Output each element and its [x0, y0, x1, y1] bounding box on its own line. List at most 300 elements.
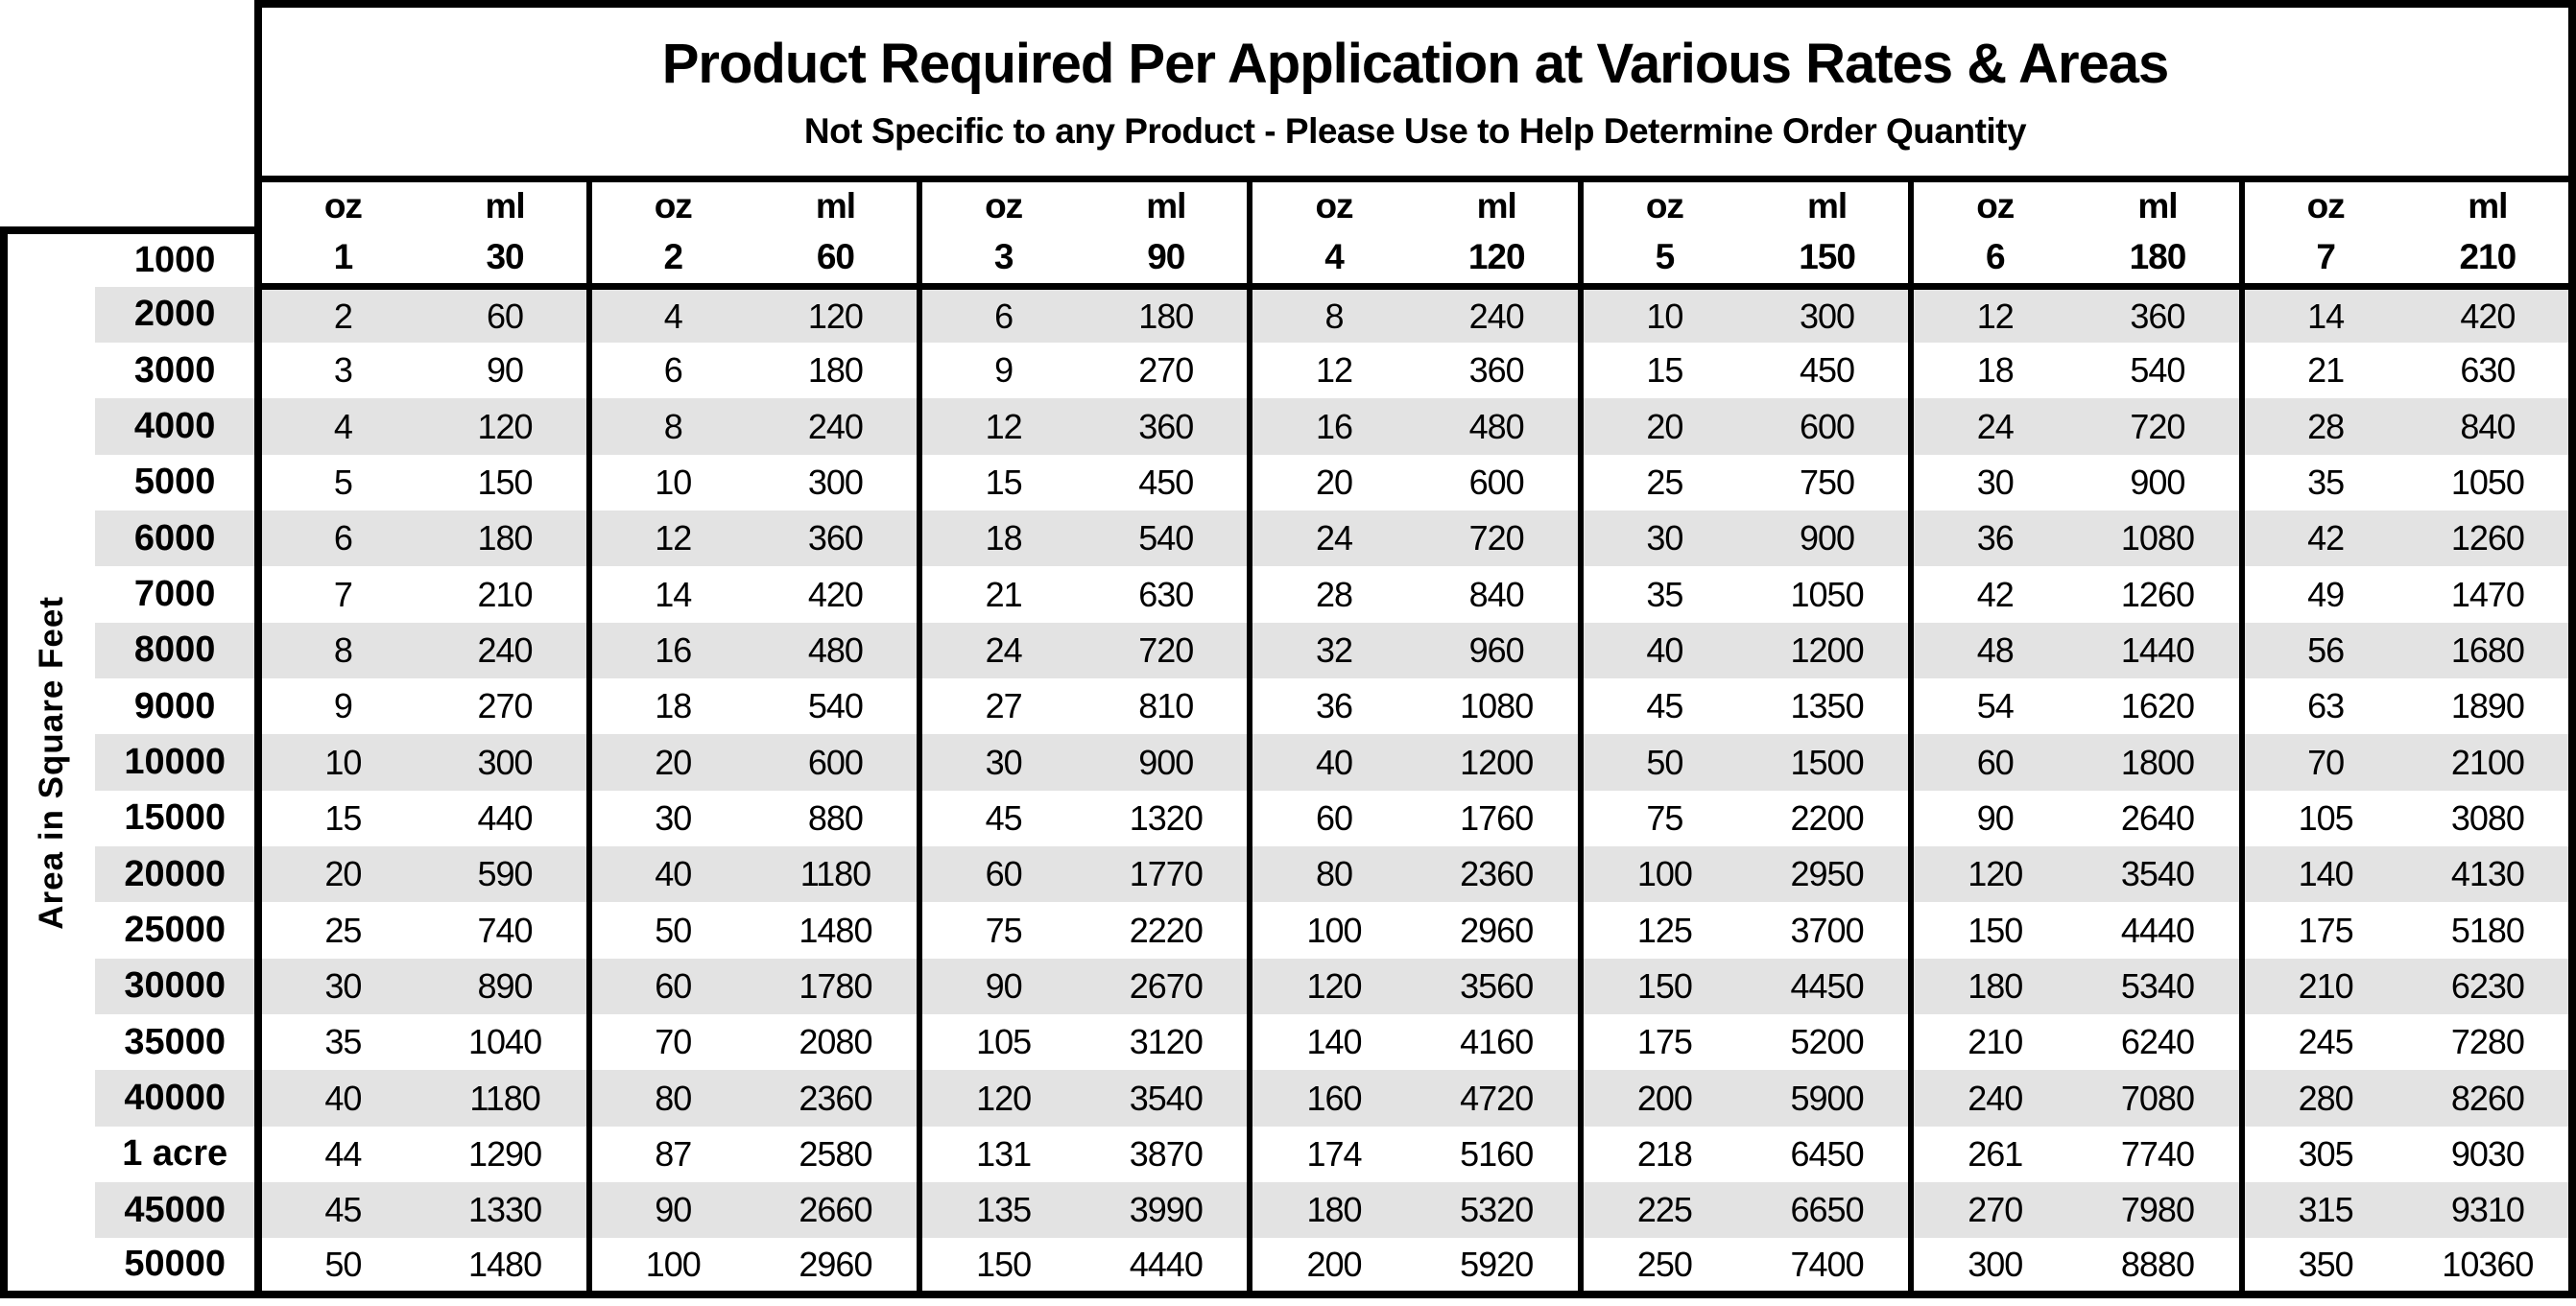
ml-value-cell: 600 — [1468, 462, 1524, 502]
oz-value-cell: 8 — [589, 398, 754, 454]
oz-value-cell: 12 — [1911, 287, 2076, 343]
ml-value-cell: 5200 — [1790, 1022, 1864, 1062]
table-row — [4, 455, 2572, 511]
oz-value-cell: 10 — [589, 455, 754, 511]
oz-value-cell: 261 — [1911, 1127, 2076, 1182]
area-label-cell: 1 acre — [122, 1133, 228, 1175]
oz-value-cell: 150 — [1911, 902, 2076, 958]
ml-value-cell: 2360 — [1416, 846, 1581, 902]
ml-value-cell: 590 — [423, 846, 588, 902]
ml-value-cell: 6240 — [2120, 1022, 2194, 1062]
ml-value-cell: 540 — [1085, 511, 1250, 566]
oz-value-cell: 21 — [919, 566, 1085, 622]
ml-value-cell: 6450 — [1790, 1133, 1864, 1174]
oz-value-cell: 174 — [1250, 1127, 1415, 1182]
ml-value-cell: 3870 — [1129, 1133, 1203, 1174]
ml-value-cell: 8880 — [2076, 1238, 2241, 1294]
unit-header-oz: oz — [919, 182, 1085, 230]
ml-value-cell: 3540 — [2076, 846, 2241, 902]
table-row — [4, 1014, 2572, 1070]
oz-value-cell: 60 — [1911, 734, 2076, 790]
ml-value-cell: 840 — [2407, 398, 2572, 454]
ml-value-cell: 1500 — [1746, 734, 1911, 790]
ml-value-cell: 600 — [754, 734, 919, 790]
ml-value-cell: 720 — [1085, 623, 1250, 678]
unit-header-oz: oz — [2242, 182, 2407, 230]
area-label-cell: 30000 — [95, 959, 258, 1014]
table-row — [4, 398, 2572, 454]
oz-value-cell: 24 — [1250, 511, 1415, 566]
ml-value-cell: 2960 — [754, 1238, 919, 1294]
unit-header-oz: oz — [1911, 182, 2076, 230]
unit-header-oz: oz — [258, 182, 423, 230]
oz-value-cell: 120 — [1911, 846, 2076, 902]
oz-value-cell: 27 — [919, 678, 1085, 734]
oz-value-cell: 210 — [2242, 959, 2407, 1014]
oz-value-cell: 44 — [258, 1127, 423, 1182]
unit-header-ml: ml — [2407, 182, 2572, 230]
oz-value-cell: 20 — [1581, 398, 1746, 454]
ml-value-cell: 840 — [1468, 574, 1524, 614]
oz-value-cell: 24 — [1911, 398, 2076, 454]
ml-value-cell: 2080 — [799, 1022, 872, 1062]
table-row — [4, 287, 2572, 343]
ml-value-cell: 4450 — [1746, 959, 1911, 1014]
ml-value-cell: 1480 — [799, 910, 872, 950]
oz-value-cell: 20 — [589, 734, 754, 790]
oz-value-cell: 60 — [919, 846, 1085, 902]
ml-value-cell: 810 — [1138, 686, 1194, 726]
page-subtitle: Not Specific to any Product - Please Use to Help Determine Order Quantity — [803, 111, 2027, 151]
oz-value-cell: 45 — [1581, 678, 1746, 734]
ml-value-cell: 1200 — [1746, 623, 1911, 678]
table-row — [4, 1182, 2572, 1238]
page-title: Product Required Per Application at Various Rates & Areas — [661, 33, 2169, 95]
ml-value-cell: 1200 — [1416, 734, 1581, 790]
oz-value-cell: 45 — [258, 1182, 423, 1238]
oz-value-cell: 15 — [919, 455, 1085, 511]
oz-value-cell: 350 — [2242, 1238, 2407, 1294]
oz-value-cell: 135 — [919, 1182, 1085, 1238]
oz-value-cell: 36 — [1250, 678, 1415, 734]
area-label-cell: 6000 — [95, 511, 258, 566]
oz-value-cell: 40 — [258, 1070, 423, 1126]
area-label-cell: 9000 — [133, 685, 216, 726]
oz-value-cell: 150 — [1581, 959, 1746, 1014]
area-label-cell: 45000 — [95, 1182, 258, 1238]
oz-value-cell: 4 — [258, 398, 423, 454]
oz-value-cell: 2 — [258, 287, 423, 343]
area-label-cell: 1000 — [95, 230, 258, 286]
oz-value-cell: 24 — [919, 623, 1085, 678]
oz-value-cell: 9 — [258, 678, 423, 734]
ml-value-cell: 210 — [477, 574, 533, 614]
oz-value-cell: 300 — [1911, 1238, 2076, 1294]
ml-value-cell: 630 — [2407, 343, 2572, 398]
oz-value-cell: 30 — [258, 959, 423, 1014]
ml-value-cell: 270 — [477, 686, 533, 726]
ml-value-cell: 3540 — [1085, 1070, 1250, 1126]
ml-value-cell: 1440 — [2076, 623, 2241, 678]
ml-value-cell: 600 — [1746, 398, 1911, 454]
ml-value-cell: 540 — [2130, 350, 2185, 391]
ml-value-cell: 9310 — [2407, 1182, 2572, 1238]
ml-value-cell: 180 — [1085, 287, 1250, 343]
ml-value-cell: 420 — [2407, 287, 2572, 343]
ml-value-cell: 1290 — [468, 1133, 542, 1174]
ml-value-cell: 450 — [1800, 350, 1855, 391]
unit-header-oz: oz — [589, 182, 754, 230]
ml-value-cell: 1470 — [2407, 566, 2572, 622]
oz-value-cell: 4 — [589, 287, 754, 343]
oz-value-cell: 10 — [258, 734, 423, 790]
area-label-cell: 10000 — [95, 734, 258, 790]
oz-value-cell: 45 — [919, 791, 1085, 846]
unit-header-oz: oz — [1581, 182, 1746, 230]
oz-value-cell: 40 — [1250, 734, 1415, 790]
ml-value-cell: 240 — [423, 623, 588, 678]
area-axis-label: Area in Square Feet — [32, 595, 70, 930]
ml-value-cell: 1180 — [423, 1070, 588, 1126]
oz-value-cell: 54 — [1911, 678, 2076, 734]
oz-value-cell: 9 — [919, 343, 1085, 398]
oz-value-cell: 15 — [1581, 343, 1746, 398]
ml-value-cell: 1260 — [2407, 511, 2572, 566]
oz-value-cell: 105 — [919, 1014, 1085, 1070]
oz-value-cell: 75 — [919, 902, 1085, 958]
ml-value-cell: 2220 — [1129, 910, 1203, 950]
ml-value-cell: 2660 — [754, 1182, 919, 1238]
rate-ml-cell: 60 — [754, 230, 919, 286]
ml-value-cell: 1760 — [1460, 797, 1534, 838]
ml-value-cell: 7080 — [2076, 1070, 2241, 1126]
unit-header-ml: ml — [1476, 186, 1516, 226]
ml-value-cell: 6650 — [1746, 1182, 1911, 1238]
ml-value-cell: 630 — [1138, 574, 1194, 614]
oz-value-cell: 28 — [2242, 398, 2407, 454]
ml-value-cell: 3990 — [1085, 1182, 1250, 1238]
table-row — [4, 566, 2572, 622]
ml-value-cell: 4130 — [2407, 846, 2572, 902]
ml-value-cell: 6230 — [2407, 959, 2572, 1014]
oz-value-cell: 70 — [589, 1014, 754, 1070]
ml-value-cell: 90 — [487, 350, 524, 391]
ml-value-cell: 8260 — [2407, 1070, 2572, 1126]
ml-value-cell: 1480 — [423, 1238, 588, 1294]
ml-value-cell: 2360 — [754, 1070, 919, 1126]
oz-value-cell: 40 — [589, 846, 754, 902]
table-row — [4, 1238, 2572, 1294]
ml-value-cell: 150 — [477, 462, 533, 502]
ml-value-cell: 450 — [1138, 462, 1194, 502]
oz-value-cell: 10 — [1581, 287, 1746, 343]
ml-value-cell: 3080 — [2407, 791, 2572, 846]
ml-value-cell: 7280 — [2407, 1014, 2572, 1070]
oz-value-cell: 63 — [2242, 678, 2407, 734]
ml-value-cell: 2670 — [1085, 959, 1250, 1014]
oz-value-cell: 42 — [1911, 566, 2076, 622]
oz-value-cell: 35 — [2242, 455, 2407, 511]
ml-value-cell: 360 — [754, 511, 919, 566]
ml-value-cell: 440 — [477, 797, 533, 838]
oz-value-cell: 25 — [1581, 455, 1746, 511]
ml-value-cell: 5340 — [2076, 959, 2241, 1014]
oz-value-cell: 18 — [589, 678, 754, 734]
oz-value-cell: 35 — [1581, 566, 1746, 622]
ml-value-cell: 360 — [1468, 350, 1524, 391]
ml-value-cell: 360 — [2076, 287, 2241, 343]
ml-value-cell: 7400 — [1746, 1238, 1911, 1294]
ml-value-cell: 4720 — [1416, 1070, 1581, 1126]
oz-value-cell: 160 — [1250, 1070, 1415, 1126]
table-row — [4, 343, 2572, 398]
rate-ml-cell: 90 — [1085, 230, 1250, 286]
rate-oz-cell: 6 — [1911, 230, 2076, 286]
oz-value-cell: 60 — [589, 959, 754, 1014]
area-label-cell: 4000 — [95, 398, 258, 454]
area-label-cell: 15000 — [124, 797, 227, 839]
ml-value-cell: 5180 — [2407, 902, 2572, 958]
oz-value-cell: 15 — [258, 791, 423, 846]
oz-value-cell: 90 — [919, 959, 1085, 1014]
ml-value-cell: 7740 — [2120, 1133, 2194, 1174]
oz-value-cell: 225 — [1581, 1182, 1746, 1238]
oz-value-cell: 87 — [589, 1127, 754, 1182]
ml-value-cell: 60 — [423, 287, 588, 343]
title-box — [254, 0, 2576, 182]
ml-value-cell: 300 — [807, 462, 863, 502]
ml-value-cell: 1350 — [1790, 686, 1864, 726]
oz-value-cell: 80 — [589, 1070, 754, 1126]
oz-value-cell: 35 — [258, 1014, 423, 1070]
oz-value-cell: 12 — [589, 511, 754, 566]
ml-value-cell: 2640 — [2120, 797, 2194, 838]
ml-value-cell: 2100 — [2407, 734, 2572, 790]
ml-value-cell: 1050 — [1790, 574, 1864, 614]
ml-value-cell: 1680 — [2407, 623, 2572, 678]
rate-oz-cell: 4 — [1250, 230, 1415, 286]
ml-value-cell: 1780 — [754, 959, 919, 1014]
ml-value-cell: 1770 — [1085, 846, 1250, 902]
oz-value-cell: 25 — [258, 902, 423, 958]
oz-value-cell: 14 — [589, 566, 754, 622]
ml-value-cell: 1080 — [1460, 686, 1534, 726]
rate-oz-cell: 1 — [258, 230, 423, 286]
oz-value-cell: 14 — [2242, 287, 2407, 343]
table-row — [4, 1127, 2572, 1182]
rate-oz-cell: 3 — [919, 230, 1085, 286]
area-label-cell: 40000 — [95, 1070, 258, 1126]
oz-value-cell: 120 — [1250, 959, 1415, 1014]
ml-value-cell: 480 — [1416, 398, 1581, 454]
oz-value-cell: 3 — [258, 343, 423, 398]
rate-oz-cell: 2 — [589, 230, 754, 286]
unit-header-ml: ml — [2137, 186, 2178, 226]
ml-value-cell: 890 — [423, 959, 588, 1014]
ml-value-cell: 4440 — [2120, 910, 2194, 950]
oz-value-cell: 90 — [589, 1182, 754, 1238]
oz-value-cell: 315 — [2242, 1182, 2407, 1238]
table-row — [4, 902, 2572, 958]
ml-value-cell: 1180 — [754, 846, 919, 902]
ml-value-cell: 960 — [1416, 623, 1581, 678]
ml-value-cell: 300 — [423, 734, 588, 790]
oz-value-cell: 16 — [589, 623, 754, 678]
oz-value-cell: 180 — [1911, 959, 2076, 1014]
oz-value-cell: 131 — [919, 1127, 1085, 1182]
ml-value-cell: 240 — [754, 398, 919, 454]
ml-value-cell: 10360 — [2407, 1238, 2572, 1294]
ml-value-cell: 1320 — [1129, 797, 1203, 838]
unit-header-ml: ml — [1806, 186, 1848, 226]
oz-value-cell: 50 — [589, 902, 754, 958]
oz-value-cell: 30 — [589, 791, 754, 846]
ml-value-cell: 750 — [1800, 462, 1855, 502]
area-label-cell: 5000 — [133, 462, 216, 503]
oz-value-cell: 48 — [1911, 623, 2076, 678]
oz-value-cell: 60 — [1250, 791, 1415, 846]
ml-value-cell: 3700 — [1790, 910, 1864, 950]
area-axis-cell — [4, 230, 95, 1294]
ml-value-cell: 1330 — [423, 1182, 588, 1238]
oz-value-cell: 100 — [1581, 846, 1746, 902]
rate-ml-cell: 30 — [423, 230, 588, 286]
ml-value-cell: 3120 — [1129, 1022, 1203, 1062]
area-label-cell: 7000 — [133, 574, 216, 615]
oz-value-cell: 30 — [1911, 455, 2076, 511]
table-row — [4, 734, 2572, 790]
unit-header-ml: ml — [815, 186, 856, 226]
ml-value-cell: 2200 — [1790, 797, 1864, 838]
oz-value-cell: 42 — [2242, 511, 2407, 566]
oz-value-cell: 245 — [2242, 1014, 2407, 1070]
table-row — [4, 623, 2572, 678]
oz-value-cell: 50 — [1581, 734, 1746, 790]
ml-value-cell: 5900 — [1746, 1070, 1911, 1126]
oz-value-cell: 270 — [1911, 1182, 2076, 1238]
oz-value-cell: 20 — [1250, 455, 1415, 511]
oz-value-cell: 6 — [589, 343, 754, 398]
table-row — [4, 678, 2572, 734]
oz-value-cell: 6 — [258, 511, 423, 566]
oz-value-cell: 16 — [1250, 398, 1415, 454]
ml-value-cell: 420 — [807, 574, 863, 614]
rate-ml-cell: 180 — [2076, 230, 2241, 286]
ml-value-cell: 1620 — [2120, 686, 2194, 726]
rates-table — [0, 182, 2576, 1298]
oz-value-cell: 70 — [2242, 734, 2407, 790]
oz-value-cell: 240 — [1911, 1070, 2076, 1126]
ml-value-cell: 5320 — [1416, 1182, 1581, 1238]
area-label-cell: 2000 — [95, 287, 258, 343]
ml-value-cell: 740 — [477, 910, 533, 950]
oz-value-cell: 40 — [1581, 623, 1746, 678]
ml-value-cell: 480 — [754, 623, 919, 678]
oz-value-cell: 200 — [1250, 1238, 1415, 1294]
oz-value-cell: 125 — [1581, 902, 1746, 958]
ml-value-cell: 1800 — [2076, 734, 2241, 790]
table-row — [4, 959, 2572, 1014]
ml-value-cell: 2580 — [799, 1133, 872, 1174]
unit-header-oz: oz — [1250, 182, 1415, 230]
ml-value-cell: 720 — [2076, 398, 2241, 454]
rate-ml-cell: 210 — [2407, 230, 2572, 286]
area-label-cell: 25000 — [124, 910, 227, 951]
rate-oz-cell: 7 — [2242, 230, 2407, 286]
oz-value-cell: 56 — [2242, 623, 2407, 678]
ml-value-cell: 2960 — [1460, 910, 1534, 950]
oz-value-cell: 5 — [258, 455, 423, 511]
ml-value-cell: 1260 — [2120, 574, 2194, 614]
oz-value-cell: 80 — [1250, 846, 1415, 902]
oz-value-cell: 75 — [1581, 791, 1746, 846]
unit-header-ml: ml — [485, 186, 525, 226]
ml-value-cell: 180 — [423, 511, 588, 566]
ml-value-cell: 900 — [1085, 734, 1250, 790]
ml-value-cell: 720 — [1416, 511, 1581, 566]
oz-value-cell: 140 — [2242, 846, 2407, 902]
rate-oz-cell: 5 — [1581, 230, 1746, 286]
oz-value-cell: 100 — [589, 1238, 754, 1294]
ml-value-cell: 1050 — [2407, 455, 2572, 511]
ml-value-cell: 300 — [1746, 287, 1911, 343]
ml-value-cell: 7980 — [2076, 1182, 2241, 1238]
oz-value-cell: 150 — [919, 1238, 1085, 1294]
oz-value-cell: 200 — [1581, 1070, 1746, 1126]
ml-value-cell: 1040 — [468, 1022, 542, 1062]
area-label-cell: 8000 — [95, 623, 258, 678]
oz-value-cell: 36 — [1911, 511, 2076, 566]
ml-value-cell: 4160 — [1460, 1022, 1534, 1062]
ml-value-cell: 270 — [1138, 350, 1194, 391]
oz-value-cell: 50 — [258, 1238, 423, 1294]
oz-value-cell: 305 — [2242, 1127, 2407, 1182]
oz-value-cell: 12 — [1250, 343, 1415, 398]
ml-value-cell: 540 — [807, 686, 863, 726]
ml-value-cell: 180 — [807, 350, 863, 391]
oz-value-cell: 18 — [919, 511, 1085, 566]
ml-value-cell: 880 — [807, 797, 863, 838]
area-label-cell: 3000 — [133, 349, 216, 391]
oz-value-cell: 49 — [2242, 566, 2407, 622]
oz-value-cell: 8 — [1250, 287, 1415, 343]
ml-value-cell: 120 — [423, 398, 588, 454]
ml-value-cell: 5160 — [1460, 1133, 1534, 1174]
oz-value-cell: 180 — [1250, 1182, 1415, 1238]
oz-value-cell: 175 — [2242, 902, 2407, 958]
oz-value-cell: 8 — [258, 623, 423, 678]
rate-ml-cell: 120 — [1416, 230, 1581, 286]
ml-value-cell: 5920 — [1416, 1238, 1581, 1294]
ml-value-cell: 9030 — [2407, 1127, 2572, 1182]
ml-value-cell: 2950 — [1746, 846, 1911, 902]
oz-value-cell: 20 — [258, 846, 423, 902]
ml-value-cell: 120 — [754, 287, 919, 343]
oz-value-cell: 21 — [2242, 343, 2407, 398]
oz-value-cell: 18 — [1911, 343, 2076, 398]
area-label-cell: 50000 — [95, 1238, 258, 1294]
ml-value-cell: 4440 — [1085, 1238, 1250, 1294]
table-row — [4, 511, 2572, 566]
table-row — [4, 1070, 2572, 1126]
oz-value-cell: 105 — [2242, 791, 2407, 846]
oz-value-cell: 30 — [1581, 511, 1746, 566]
oz-value-cell: 12 — [919, 398, 1085, 454]
oz-value-cell: 218 — [1581, 1127, 1746, 1182]
oz-value-cell: 100 — [1250, 902, 1415, 958]
top-left-spacer — [4, 182, 258, 230]
oz-value-cell: 120 — [919, 1070, 1085, 1126]
